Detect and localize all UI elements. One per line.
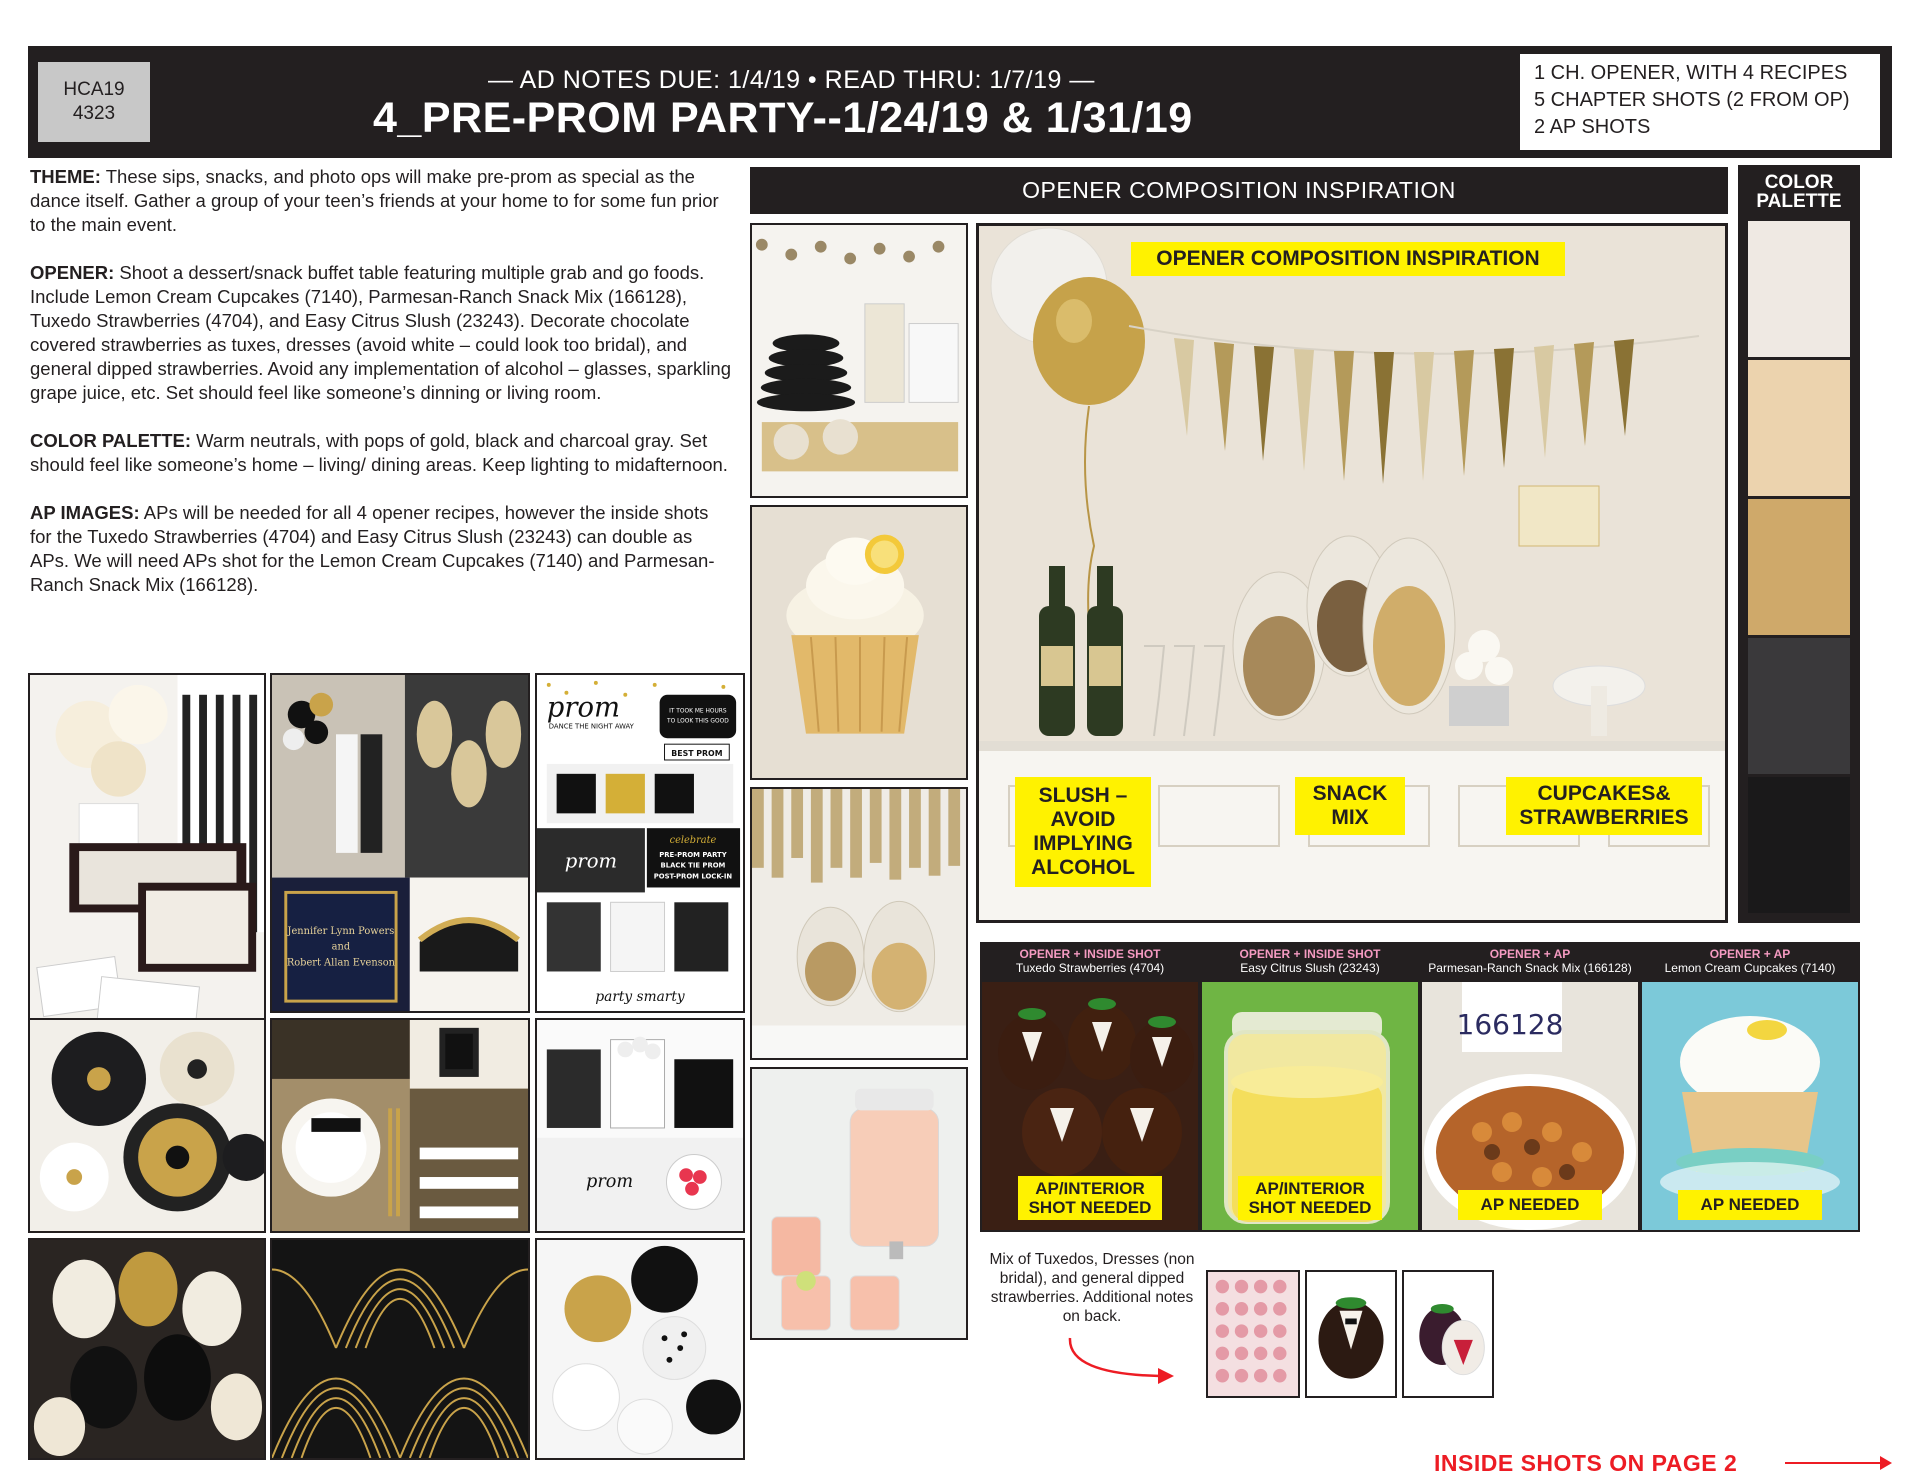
recipe-header <box>1200 942 1420 982</box>
mood-image-popcorn-props <box>535 1018 745 1233</box>
recipe-tag: OPENER + INSIDE SHOT <box>1019 947 1161 961</box>
page-title: 4_PRE-PROM PARTY--1/24/19 & 1/31/19 <box>373 94 1193 142</box>
slush-label: SLUSH – AVOID IMPLYING ALCOHOL <box>1015 777 1151 887</box>
recipe-header <box>1420 942 1640 982</box>
palette-swatch <box>1748 360 1850 496</box>
svg-text:PRE-PROM PARTY: PRE-PROM PARTY <box>659 850 727 859</box>
mood-image-collage-couple <box>270 673 530 1013</box>
recipe-name: Tuxedo Strawberries (4704) <box>1015 961 1165 975</box>
svg-text:and: and <box>331 941 351 953</box>
job-code-line1: HCA19 <box>63 79 125 100</box>
svg-text:DANCE THE NIGHT AWAY: DANCE THE NIGHT AWAY <box>548 722 634 731</box>
palette-text: Warm neutrals, with pops of gold, black and charcoal gray. Set should feel like someone’s home – living/ dining areas. Keep lighting to midafternoon. <box>30 430 728 475</box>
job-code-box <box>38 62 150 142</box>
svg-text:prom: prom <box>586 1171 634 1192</box>
svg-text:prom: prom <box>546 691 621 724</box>
recipe-card-tuxedo-strawberries <box>980 942 1200 1232</box>
recipe-header <box>980 942 1200 982</box>
job-code-line2: 4323 <box>72 103 116 124</box>
inspo-image-pink-drinks <box>750 1067 968 1340</box>
due-dates: — AD NOTES DUE: 1/4/19 • READ THRU: 1/7/19 — <box>488 66 1095 94</box>
theme-text: These sips, snacks, and photo ops will make pre-prom as special as the dance itself. Gather a group of your teen’s friends at your home to for some fun prior to the main event. <box>30 166 719 235</box>
svg-text:BEST PROM: BEST PROM <box>671 749 723 759</box>
inside-shots-note: INSIDE SHOTS ON PAGE 2 <box>1434 1450 1738 1476</box>
mood-image-balloons <box>535 1238 745 1460</box>
red-curved-arrow-icon <box>1064 1332 1184 1390</box>
header-bar <box>28 46 1892 158</box>
color-palette <box>1738 165 1860 923</box>
svg-text:prom: prom <box>564 849 618 873</box>
cupcakes-strawberries-label: CUPCAKES& STRAWBERRIES <box>1506 777 1702 835</box>
recipe-tag: OPENER + AP <box>1489 947 1571 961</box>
inspo-image-lemon-cupcake <box>750 505 968 780</box>
strawberry-image-tuxedo <box>1305 1270 1397 1398</box>
palette-swatch <box>1748 499 1850 635</box>
palette-note <box>30 429 735 477</box>
palette-title: COLOR PALETTE <box>1756 172 1842 212</box>
opener-image-label: OPENER COMPOSITION INSPIRATION <box>1131 242 1565 276</box>
mood-image-dipped-strawberries <box>28 1238 266 1460</box>
recipe-status-label: AP NEEDED <box>1458 1190 1602 1220</box>
opener-inspiration-image <box>976 223 1728 923</box>
recipe-name: Parmesan-Ranch Snack Mix (166128) <box>1428 961 1632 975</box>
recipe-name: Easy Citrus Slush (23243) <box>1240 961 1380 975</box>
brief-notes <box>30 165 735 621</box>
palette-swatch <box>1748 221 1850 357</box>
recipe-tag: OPENER + INSIDE SHOT <box>1239 947 1381 961</box>
recipe-tag: OPENER + AP <box>1709 947 1791 961</box>
palette-label: COLOR PALETTE: <box>30 430 192 451</box>
mood-image-prom-props <box>535 673 745 1013</box>
opener-note <box>30 261 735 405</box>
theme-note <box>30 165 735 237</box>
recipe-card-citrus-slush <box>1200 942 1420 1232</box>
strawberry-image-dress <box>1402 1270 1494 1398</box>
opener-composition-bar: OPENER COMPOSITION INSPIRATION <box>750 167 1728 214</box>
opener-label: OPENER: <box>30 262 115 283</box>
strawberry-image-pink-wall <box>1206 1270 1300 1398</box>
recipe-card-lemon-cupcakes <box>1640 942 1860 1232</box>
arrow-right-icon <box>1880 1456 1892 1470</box>
svg-text:celebrate: celebrate <box>669 834 717 847</box>
footer-arrow-line <box>1785 1462 1885 1464</box>
shot-list-item: 1 CH. OPENER, WITH 4 RECIPES <box>1534 62 1848 84</box>
opener-text: Shoot a dessert/snack buffet table featuring multiple grab and go foods. Include Lemon Cream Cupcakes (7140), Parmesan-Ranch Snack Mix (166128), Tuxedo Strawberries (4704), and Easy Citrus Slush (23243). Decorate chocolate covered strawberries as tuxes, dresses (avoid white – could look too bridal), and general dipped strawberries. Avoid any implementation of alcohol – glasses, sparkling grape juice, etc. Set should feel like someone’s dinning or living room. <box>30 262 732 403</box>
ap-label: AP IMAGES: <box>30 502 140 523</box>
recipe-status-label: AP/INTERIOR SHOT NEEDED <box>1238 1176 1382 1220</box>
shot-list-item: 2 AP SHOTS <box>1534 116 1651 138</box>
ap-note <box>30 501 735 597</box>
svg-text:POST-PROM LOCK-IN: POST-PROM LOCK-IN <box>653 872 733 881</box>
recipe-card-snack-mix <box>1420 942 1640 1232</box>
svg-text:Robert Allan Evenson: Robert Allan Evenson <box>286 957 396 969</box>
svg-text:TO LOOK THIS GOOD: TO LOOK THIS GOOD <box>667 718 729 725</box>
strawberry-note: Mix of Tuxedos, Dresses (non bridal), and general dipped strawberries. Additional notes on back. <box>989 1251 1195 1325</box>
palette-swatch <box>1748 777 1850 913</box>
inspo-image-dessert-table <box>750 223 968 498</box>
mood-image-art-deco <box>270 1238 530 1460</box>
ap-text: APs will be needed for all 4 opener recipes, however the inside shots for the Tuxedo Strawberries (4704) and Easy Citrus Slush (23243) can double as APs. We will need APs shot for the Lemon Cream Cupcakes (7140) and Parmesan-Ranch Snack Mix (166128). <box>30 502 715 595</box>
inspo-image-candy-jars <box>750 787 968 1060</box>
recipe-header <box>1640 942 1860 982</box>
mood-image-table-setting <box>270 1018 530 1233</box>
theme-label: THEME: <box>30 166 101 187</box>
mood-image-paper-fans <box>28 1018 266 1233</box>
recipe-name: Lemon Cream Cupcakes (7140) <box>1664 961 1836 975</box>
svg-text:Jennifer Lynn Powers: Jennifer Lynn Powers <box>287 925 395 937</box>
snack-mix-label: SNACK MIX <box>1295 777 1405 835</box>
svg-text:IT TOOK ME HOURS: IT TOOK ME HOURS <box>669 708 727 715</box>
recipe-status-label: AP/INTERIOR SHOT NEEDED <box>1018 1176 1162 1220</box>
shot-list-box <box>1520 54 1880 150</box>
recipe-status-label: AP NEEDED <box>1678 1190 1822 1220</box>
svg-text:party smarty: party smarty <box>595 989 685 1006</box>
shot-list-item: 5 CHAPTER SHOTS (2 FROM OP) <box>1534 89 1850 111</box>
mood-image-roses-boxes <box>28 673 266 1043</box>
recipe-card-number: 166128 <box>1456 1008 1564 1041</box>
palette-swatch <box>1748 638 1850 774</box>
recipe-panel <box>980 942 1860 1232</box>
svg-text:BLACK TIE PROM: BLACK TIE PROM <box>660 861 726 870</box>
